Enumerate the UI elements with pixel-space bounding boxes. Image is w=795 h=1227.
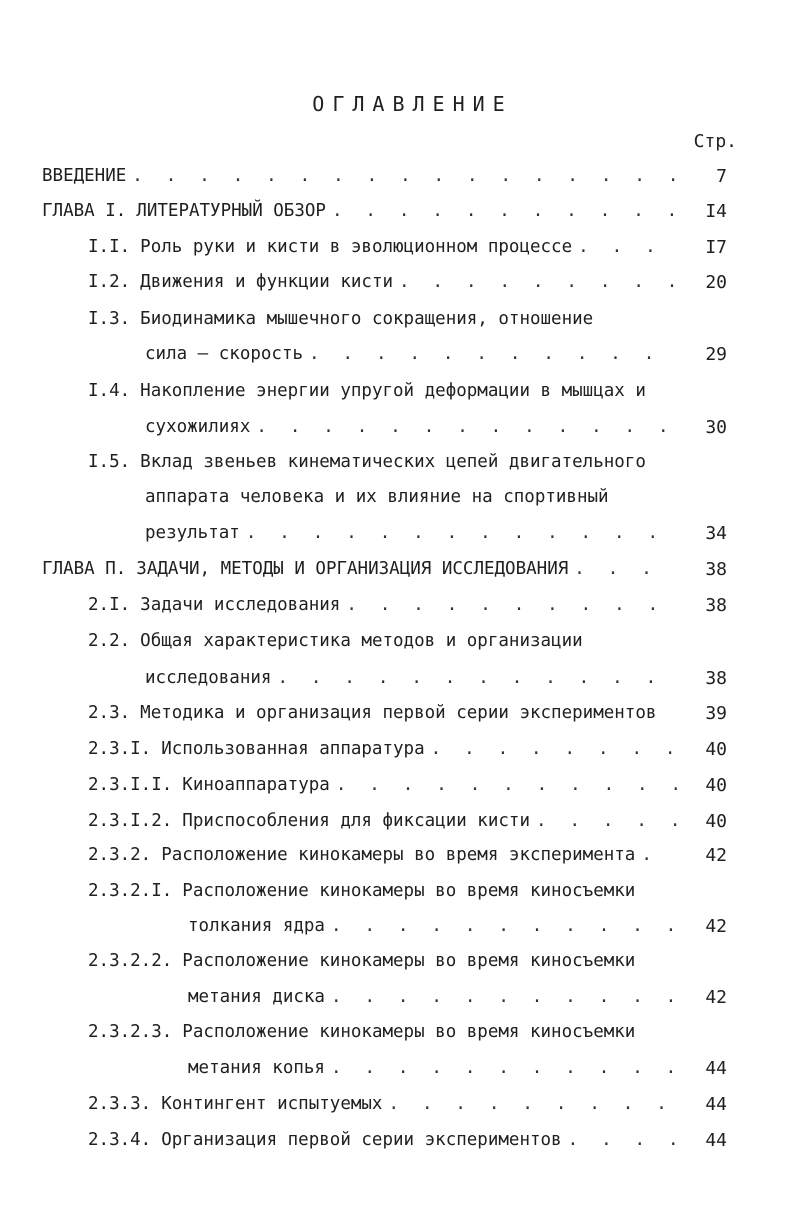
toc-leader-dots bbox=[578, 237, 677, 257]
toc-leader-dots bbox=[132, 166, 677, 186]
toc-entry bbox=[42, 201, 683, 227]
toc-entry-title: аппарата человека и их влияние на спортивный bbox=[145, 487, 609, 507]
toc-entry-number: I.4. bbox=[88, 381, 131, 401]
toc-entry-title: сухожилиях bbox=[145, 417, 251, 437]
toc-page-number: 40 bbox=[705, 811, 727, 832]
toc-entry-title: Использованная аппаратура bbox=[161, 739, 425, 759]
toc-entry-title: толкания ядра bbox=[188, 916, 325, 936]
toc-page-number: I4 bbox=[705, 201, 727, 222]
toc-entry-continuation bbox=[145, 344, 683, 370]
toc-leader-dots bbox=[331, 987, 677, 1007]
toc-leader-dots bbox=[331, 1058, 677, 1078]
toc-entry bbox=[88, 272, 683, 298]
toc-entry-number: ВВЕДЕНИЕ bbox=[42, 166, 127, 186]
toc-entry-number: 2.3.3. bbox=[88, 1094, 152, 1114]
toc-entry-title: сила – скорость bbox=[145, 344, 304, 364]
toc-entry-number: 2.3. bbox=[88, 703, 131, 723]
toc-entry-continuation bbox=[188, 987, 683, 1013]
toc-entry-continuation bbox=[188, 1058, 683, 1084]
toc-entry-number: I.2. bbox=[88, 272, 131, 292]
toc-entry-title: Биодинамика мышечного сокращения, отношение bbox=[140, 309, 594, 329]
toc-entry-number: 2.3.I.I. bbox=[88, 775, 173, 795]
toc-entry-title: Киноаппаратура bbox=[182, 775, 330, 795]
toc-entry bbox=[88, 309, 593, 335]
toc-leader-dots bbox=[246, 523, 677, 543]
toc-page-number: 39 bbox=[705, 703, 727, 724]
toc-entry bbox=[88, 811, 683, 837]
toc-entry-title: Расположение кинокамеры во время киносъемки bbox=[182, 881, 636, 901]
toc-entry bbox=[88, 775, 683, 801]
toc-entry bbox=[88, 237, 683, 263]
toc-entry-continuation bbox=[188, 916, 683, 942]
toc-entry-number: 2.3.2.I. bbox=[88, 881, 173, 901]
toc-entry-number: 2.3.2. bbox=[88, 845, 152, 865]
toc-page-number: 30 bbox=[705, 417, 727, 438]
toc-entry bbox=[88, 739, 683, 765]
toc-entry-number: 2.3.2.3. bbox=[88, 1022, 173, 1042]
toc-entry bbox=[88, 881, 635, 907]
toc-entry bbox=[88, 452, 646, 478]
toc-entry bbox=[88, 1130, 683, 1156]
toc-entry-continuation bbox=[145, 487, 609, 513]
toc-entry-title: метания копья bbox=[188, 1058, 325, 1078]
toc-page-number: 38 bbox=[705, 668, 727, 689]
toc-page-number: 34 bbox=[705, 523, 727, 544]
toc-entry-number: 2.3.I. bbox=[88, 739, 152, 759]
toc-entry-number: 2.I. bbox=[88, 595, 131, 615]
page-column-label: Стр. bbox=[693, 131, 737, 152]
toc-leader-dots bbox=[574, 559, 677, 579]
toc-entry-title: ЛИТЕРАТУРНЫЙ ОБЗОР bbox=[136, 201, 326, 221]
toc-entry-number: I.I. bbox=[88, 237, 131, 257]
toc-entry-title: метания диска bbox=[188, 987, 325, 1007]
toc-entry-number: 2.3.2.2. bbox=[88, 951, 173, 971]
toc-entry-continuation bbox=[145, 417, 683, 443]
toc-entry-title: Задачи исследования bbox=[140, 595, 341, 615]
toc-entry-title: Контингент испытуемых bbox=[161, 1094, 383, 1114]
toc-leader-dots bbox=[332, 201, 677, 221]
toc-page-number: 7 bbox=[716, 166, 727, 187]
toc-leader-dots bbox=[277, 668, 677, 688]
toc-page-number: 42 bbox=[705, 845, 727, 866]
toc-entry bbox=[88, 845, 683, 871]
toc-entry-title: Движения и функции кисти bbox=[140, 272, 394, 292]
toc-entry-number: I.3. bbox=[88, 309, 131, 329]
toc-entry-title: ЗАДАЧИ, МЕТОДЫ И ОРГАНИЗАЦИЯ ИССЛЕДОВАНИЯ bbox=[136, 559, 569, 579]
toc-leader-dots bbox=[399, 272, 677, 292]
toc-page-number: I7 bbox=[705, 237, 727, 258]
toc-entry-title: Организация первой серии экспериментов bbox=[161, 1130, 562, 1150]
toc-page-number: 40 bbox=[705, 739, 727, 760]
toc-leader-dots bbox=[388, 1094, 677, 1114]
toc-entry-title: Расположение кинокамеры во время киносъемки bbox=[182, 951, 636, 971]
toc-entry bbox=[88, 631, 583, 657]
toc-entry bbox=[88, 595, 683, 621]
toc-entry bbox=[42, 559, 683, 585]
toc-page-number: 44 bbox=[705, 1130, 727, 1151]
toc-entry-title: результат bbox=[145, 523, 240, 543]
toc-entry-number: 2.2. bbox=[88, 631, 131, 651]
toc-entry-number: 2.3.I.2. bbox=[88, 811, 173, 831]
toc-entry bbox=[88, 703, 656, 729]
toc-leader-dots bbox=[431, 739, 677, 759]
toc-entry-number: 2.3.4. bbox=[88, 1130, 152, 1150]
toc-page-number: 40 bbox=[705, 775, 727, 796]
toc-entry-title: Методика и организация первой серии экспериментов bbox=[140, 703, 657, 723]
toc-entry-number: I.5. bbox=[88, 452, 131, 472]
toc-entry-title: Вклад звеньев кинематических цепей двигательного bbox=[140, 452, 646, 472]
toc-leader-dots bbox=[309, 344, 677, 364]
toc-page-number: 44 bbox=[705, 1094, 727, 1115]
toc-entry-continuation bbox=[145, 668, 683, 694]
toc-leader-dots bbox=[568, 1130, 677, 1150]
toc-page-number: 20 bbox=[705, 272, 727, 293]
toc-entry-title: Расположение кинокамеры во время эксперимента bbox=[161, 845, 636, 865]
toc-entry bbox=[88, 1094, 683, 1120]
toc-page-number: 38 bbox=[705, 559, 727, 580]
toc-entry-title: исследования bbox=[145, 668, 272, 688]
toc-entry-title: Роль руки и кисти в эволюционном процессе bbox=[140, 237, 573, 257]
toc-entry-title: Накопление энергии упругой деформации в мышцах и bbox=[140, 381, 646, 401]
toc-page-number: 29 bbox=[705, 344, 727, 365]
toc-page-number: 42 bbox=[705, 916, 727, 937]
toc-leader-dots bbox=[641, 845, 677, 865]
toc-entry-number: ГЛАВА I. bbox=[42, 201, 127, 221]
toc-leader-dots bbox=[331, 916, 677, 936]
toc-entry bbox=[88, 381, 646, 407]
toc-entry-title: Расположение кинокамеры во время киносъемки bbox=[182, 1022, 636, 1042]
toc-entry bbox=[88, 951, 635, 977]
toc-entry-title: Приспособления для фиксации кисти bbox=[182, 811, 530, 831]
toc-leader-dots bbox=[256, 417, 677, 437]
toc-entry bbox=[42, 166, 683, 192]
toc-leader-dots bbox=[346, 595, 677, 615]
toc-entry-title: Общая характеристика методов и организации bbox=[140, 631, 583, 651]
toc-leader-dots bbox=[536, 811, 677, 831]
toc-page-number: 38 bbox=[705, 595, 727, 616]
toc-entry-number: ГЛАВА П. bbox=[42, 559, 127, 579]
toc-leader-dots bbox=[336, 775, 677, 795]
toc-entry bbox=[88, 1022, 635, 1048]
toc-entry-continuation bbox=[145, 523, 683, 549]
page-title: ОГЛАВЛЕНИЕ bbox=[312, 92, 513, 116]
toc-page-number: 44 bbox=[705, 1058, 727, 1079]
toc-page-number: 42 bbox=[705, 987, 727, 1008]
